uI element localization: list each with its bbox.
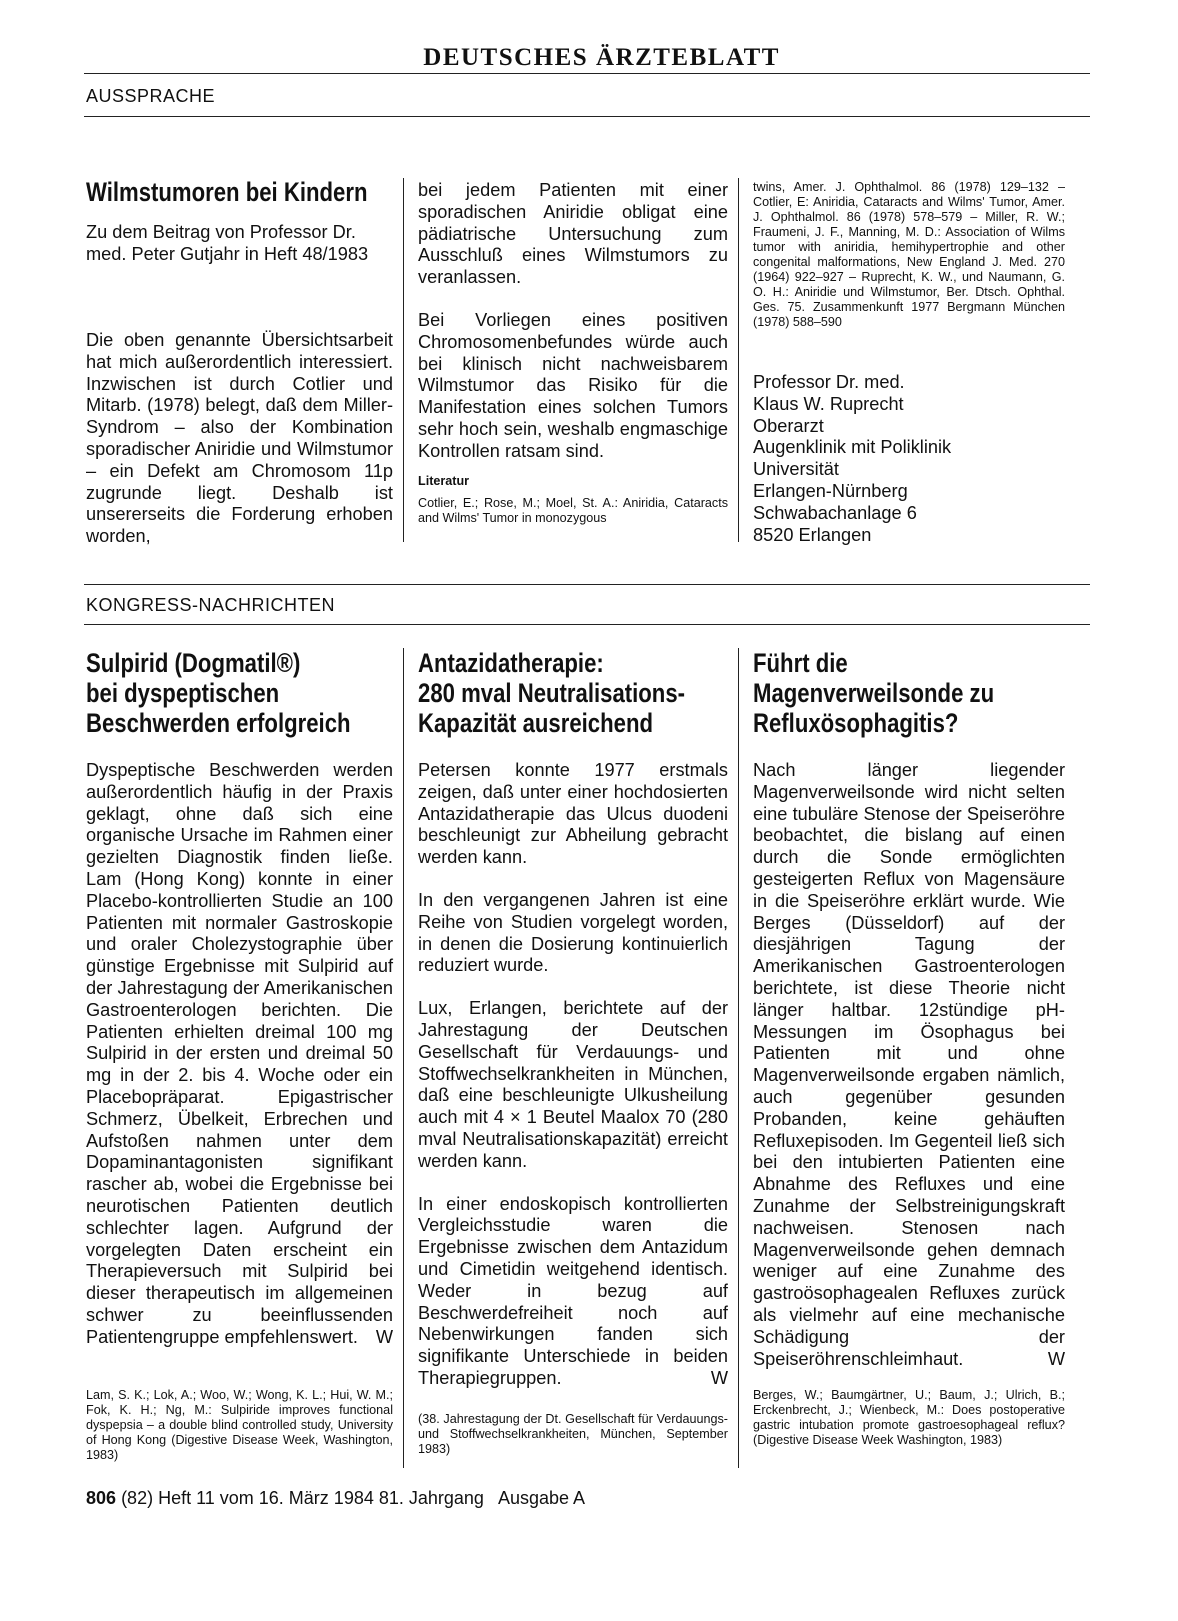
- literature-text-col3: twins, Amer. J. Ophthalmol. 86 (1978) 129–132 – Cotlier, E: Aniridia, Cataracts and Wilms' Tumor, Amer. J. Ophthalmol. 86 (1978) 578–579 – Miller, R. W.; Fraumeni, J. F., Manning, M. D.: Association of Wilms tumor with aniridia, hemihypertrophie and other congenital malformations, New England J. Med. 270 (1964) 922–927 – Ruprecht, K. W., und Naumann, G. O. H.: Aniridie und Wilmstumor, Ber. Dtsch. Ophthal. Ges. 75. Zusammenkunft 1977 Bergmann München (1978) 588–590: [753, 180, 1065, 329]
- article3-reference: (38. Jahrestagung der Dt. Gesellschaft für Verdauungs- und Stoffwechselkrankheiten, München, September 1983): [418, 1412, 728, 1456]
- header-rule: [84, 73, 1090, 74]
- section-rule-top: [84, 116, 1090, 117]
- article4-title-line: Refluxösophagitis?: [753, 708, 959, 738]
- address-line: 8520 Erlangen: [753, 524, 872, 545]
- article1-col1-paragraph: Die oben genannte Übersichtsarbeit hat mich außerordentlich interessiert. Inzwischen ist durch Cotlier und Mitarb. (1978) belegt, daß dem Miller-Syndrom – also der Kombination sporadischer Aniridie und Wilmstumor – ein Defekt am Chromosom 11p zugrunde liegt. Deshalb ist unsererseits die Forderung erhoben worden,: [86, 330, 393, 547]
- section-rule-middle-2: [84, 624, 1090, 625]
- article1-col2-body: [418, 180, 728, 526]
- article4-title-line: Führt die: [753, 648, 848, 678]
- article4-text: Nach länger liegender Magenverweilsonde wird nicht selten eine tubuläre Stenose der Speiseröhre beobachtet, die bislang auf einen durch die Sonde ermöglichten gesteigerten Reflux von Magensäure in die Speiseröhre erklärt wurde. Wie Berges (Düsseldorf) auf der diesjährigen Tagung der Amerikanischen Gastroenterologen berichtete, ist diese Theorie nicht länger haltbar. 12stündige pH-Messungen im Ösophagus bei Patienten mit und ohne Magenverweilsonde ergaben nämlich, auch gegenüber gesunden Probanden, keine gehäuften Refluxepisoden. Im Gegenteil ließ sich bei den intubierten Patienten eine Abnahme des Refluxes und eine Zunahme der Selbstreinigungskraft nachweisen. Stenosen nach Magenverweilsonde gehen demnach weniger auf eine Zunahme des gastroösophagealen Refluxes zurück als vielmehr auf eine mechanische Schädigung der Speiseröhrenschleimhaut.: [753, 760, 1065, 1369]
- page-number: 806: [86, 1488, 117, 1508]
- article3-body: [418, 760, 728, 1390]
- article1-col2-paragraph-1: bei jedem Patienten mit einer sporadischen Aniridie obligat eine pädiatrische Untersuchung zum Ausschluß eines Wilmstumors zu veranlassen.: [418, 180, 728, 288]
- address-line: Augenklinik mit Poliklinik: [753, 437, 952, 458]
- article2-title: [86, 648, 409, 738]
- article3-sign: W: [710, 1367, 728, 1388]
- masthead: DEUTSCHES ÄRZTEBLATT: [423, 44, 780, 71]
- address-line: Erlangen-Nürnberg: [753, 480, 908, 501]
- article3-paragraph-2: In den vergangenen Jahren ist eine Reihe von Studien vorgelegt worden, in denen die Dosierung kontinuierlich reduziert wurde.: [418, 889, 728, 976]
- article1-col2-paragraph-2: Bei Vorliegen eines positiven Chromosomenbefundes würde auch bei klinisch nicht nachweisbarem Wilmstumor das Risiko für die Manifestation eines solchen Tumors sehr hoch sein, weshalb engmaschige Kontrollen ratsam sind.: [418, 309, 728, 461]
- article1-subtitle: Zu dem Beitrag von Professor Dr. med. Peter Gutjahr in Heft 48/1983: [86, 222, 369, 264]
- article2-reference: Lam, S. K.; Lok, A.; Woo, W.; Wong, K. L.; Hui, W. M.; Fok, K. H.; Ng, M.: Sulpiride improves functional dyspepsia – a double blind controlled study, University of Hong Kong (Digestive Disease Week, Washington, 1983): [86, 1388, 393, 1462]
- article2-title-line: Sulpirid (Dogmatil®): [86, 648, 301, 678]
- column-divider: [738, 648, 739, 1468]
- article3-title-line: Kapazität ausreichend: [418, 708, 654, 738]
- section-rule-middle: [84, 584, 1090, 585]
- section-label-aussprache: AUSSPRACHE: [86, 86, 216, 106]
- article3-title-line: Antazidatherapie:: [418, 648, 604, 678]
- article4-reference: Berges, W.; Baumgärtner, U.; Baum, J.; Ulrich, B.; Erckenbrecht, J.; Wienbeck, M.: Does postoperative gastric intubation promote gastroesophageal reflux? (Digestive Disease Week Washington, 1983): [753, 1388, 1065, 1447]
- article2-title-line: bei dyspeptischen: [86, 678, 280, 708]
- address-line: Klaus W. Ruprecht: [753, 393, 904, 414]
- article2-body: [86, 760, 393, 1349]
- page-footer: [86, 1488, 585, 1509]
- article3-title: [418, 648, 744, 738]
- article4-sign: W: [1047, 1348, 1065, 1369]
- article3-paragraph-4: In einer endoskopisch kontrollierten Vergleichsstudie waren die Ergebnisse zwischen dem Antazidum und Cimetidin weitgehend identisch. Weder in bezug auf Beschwerdefreiheit noch auf Nebenwirkungen fanden sich signifikante Unterschiede in beiden Therapiegruppen.: [418, 1193, 728, 1388]
- literature-label: Literatur: [418, 473, 470, 488]
- issue-info: (82) Heft 11 vom 16. März 1984 81. Jahrgang Ausgabe A: [121, 1488, 586, 1508]
- column-divider: [403, 648, 404, 1468]
- column-divider: [403, 178, 404, 542]
- address-line: Oberarzt: [753, 415, 824, 436]
- column-divider: [738, 178, 739, 542]
- article1-title: Wilmstumoren bei Kindern: [86, 177, 368, 207]
- article1-col1-body: [86, 330, 393, 569]
- article2-sign: W: [375, 1326, 393, 1347]
- address-line: Universität: [753, 459, 839, 480]
- article4-title: [753, 648, 1047, 738]
- article2-text: Dyspeptische Beschwerden werden außerordentlich häufig in der Praxis geklagt, ohne daß sich eine organische Ursache im Rahmen einer gezielten Diagnostik finden ließe. Lam (Hong Kong) konnte in einer Placebo-kontrollierten Studie an 100 Patienten mit normaler Gastroskopie und oraler Cholezystographie über günstige Ergebnisse mit Sulpirid auf der Jahrestagung der Amerikanischen Gastroenterologen berichten. Die Patienten erhielten dreimal 100 mg Sulpirid in der ersten und dreimal 50 mg in der 2. bis 4. Woche oder ein Placebopräparat. Epigastrischer Schmerz, Übelkeit, Erbrechen und Aufstoßen nahmen unter dem Dopaminantagonisten signifikant rascher ab, wobei die Ergebnisse bei neurotischen Patienten deutlich schlechter lagen. Aufgrund der vorgelegten Daten erscheint ein Therapieversuch mit Sulpirid bei dieser therapeutisch im allgemeinen schwer zu beeinflussenden Patientengruppe empfehlenswert.: [86, 760, 393, 1347]
- address-line: Professor Dr. med.: [753, 372, 905, 392]
- article3-paragraph-1: Petersen konnte 1977 erstmals zeigen, daß unter einer hochdosierten Antazidatherapie das Ulcus duodeni beschleunigt zur Abheilung gebracht werden kann.: [418, 760, 728, 868]
- section-label-kongress: KONGRESS-NACHRICHTEN: [86, 595, 336, 615]
- article4-body: [753, 760, 1065, 1370]
- article4-title-line: Magenverweilsonde zu: [753, 678, 995, 708]
- article2-title-line: Beschwerden erfolgreich: [86, 708, 351, 738]
- literature-text-col2: Cotlier, E.; Rose, M.; Moel, St. A.: Aniridia, Cataracts and Wilms' Tumor in monozygous: [418, 496, 728, 526]
- address-line: Schwabachanlage 6: [753, 502, 917, 523]
- article3-paragraph-3: Lux, Erlangen, berichtete auf der Jahrestagung der Deutschen Gesellschaft für Verdauungs- und Stoffwechselkrankheiten in München, daß eine beschleunigte Ulkusheilung auch mit 4 × 1 Beutel Maalox 70 (280 mval Neutralisationskapazität) erreicht werden kann.: [418, 998, 728, 1171]
- author-address: [753, 372, 951, 546]
- article3-title-line: 280 mval Neutralisations-: [418, 678, 686, 708]
